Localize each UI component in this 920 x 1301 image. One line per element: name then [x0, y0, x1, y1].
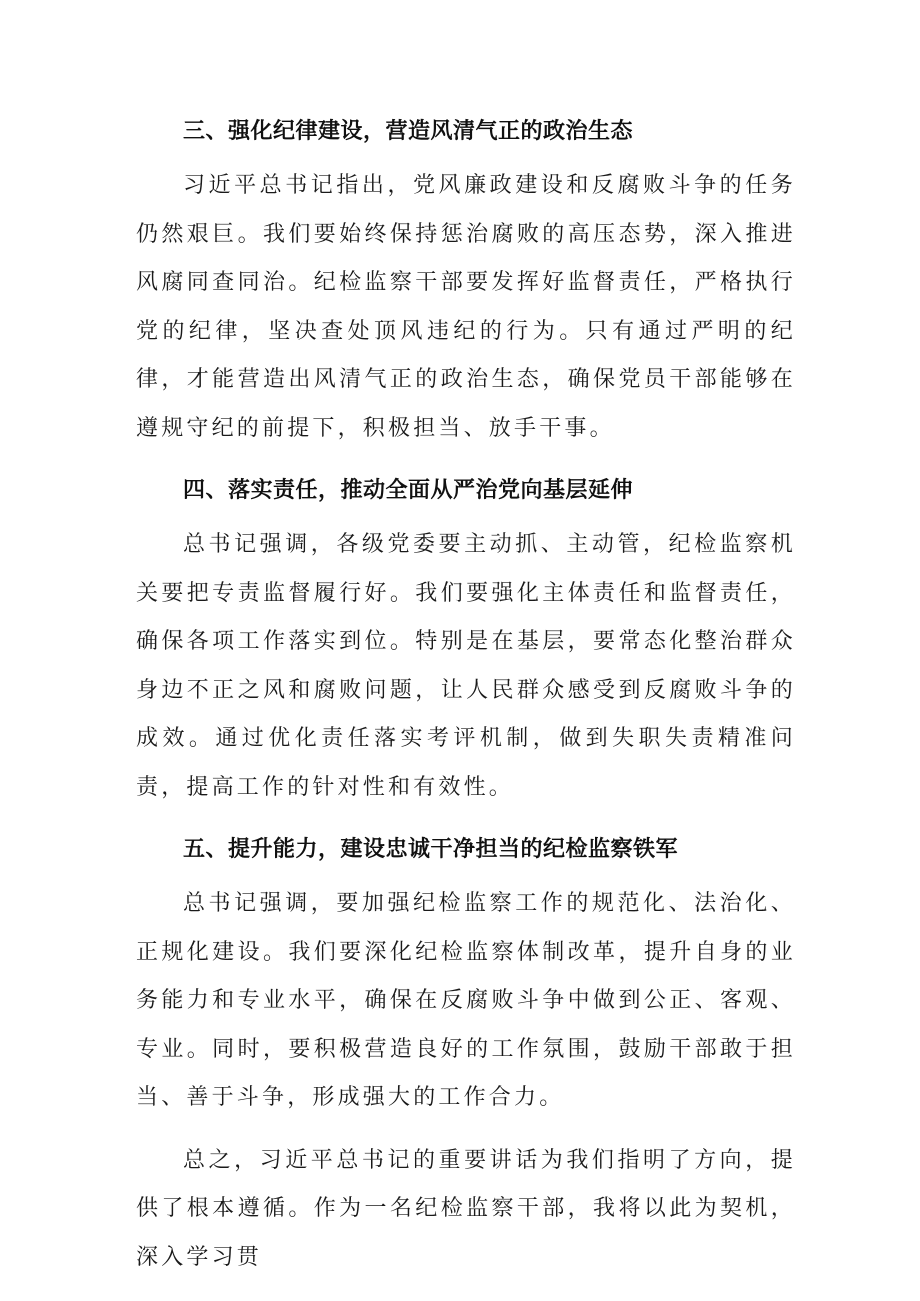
- section-paragraph-5: 总书记强调，要加强纪检监察工作的规范化、法治化、正规化建设。我们要深化纪检监察体制改革，提升自身的业务能力和专业水平，确保在反腐败斗争中做到公正、客观、专业。同时，要积极营造良好的工作氛围，鼓励干部敢于担当、善于斗争，形成强大的工作合力。: [136, 891, 796, 1110]
- document-body: [136, 108, 796, 1282]
- section-heading-5: 五、提升能力，建设忠诚干净担当的纪检监察铁军: [183, 837, 679, 862]
- section-paragraph-3: 习近平总书记指出，党风廉政建设和反腐败斗争的任务仍然艰巨。我们要始终保持惩治腐败的高压态势，深入推进风腐同查同治。纪检监察干部要发挥好监督责任，严格执行党的纪律，坚决查处顶风违纪的行为。只有通过严明的纪律，才能营造出风清气正的政治生态，确保党员干部能够在遵规守纪的前提下，积极担当、放手干事。: [136, 173, 796, 441]
- section-paragraph-4: 总书记强调，各级党委要主动抓、主动管，纪检监察机关要把专责监督履行好。我们要强化主体责任和监督责任，确保各项工作落实到位。特别是在基层，要常态化整治群众身边不正之风和腐败问题，让人民群众感受到反腐败斗争的成效。通过优化责任落实考评机制，做到失职失责精准问责，提高工作的针对性和有效性。: [136, 532, 796, 800]
- section-heading-3: 三、强化纪律建设，营造风清气正的政治生态: [183, 119, 634, 144]
- section-heading-4: 四、落实责任，推动全面从严治党向基层延伸: [183, 478, 634, 503]
- conclusion-paragraph: 总之，习近平总书记的重要讲话为我们指明了方向，提供了根本遵循。作为一名纪检监察干部，我将以此为契机，深入学习贯: [136, 1147, 796, 1270]
